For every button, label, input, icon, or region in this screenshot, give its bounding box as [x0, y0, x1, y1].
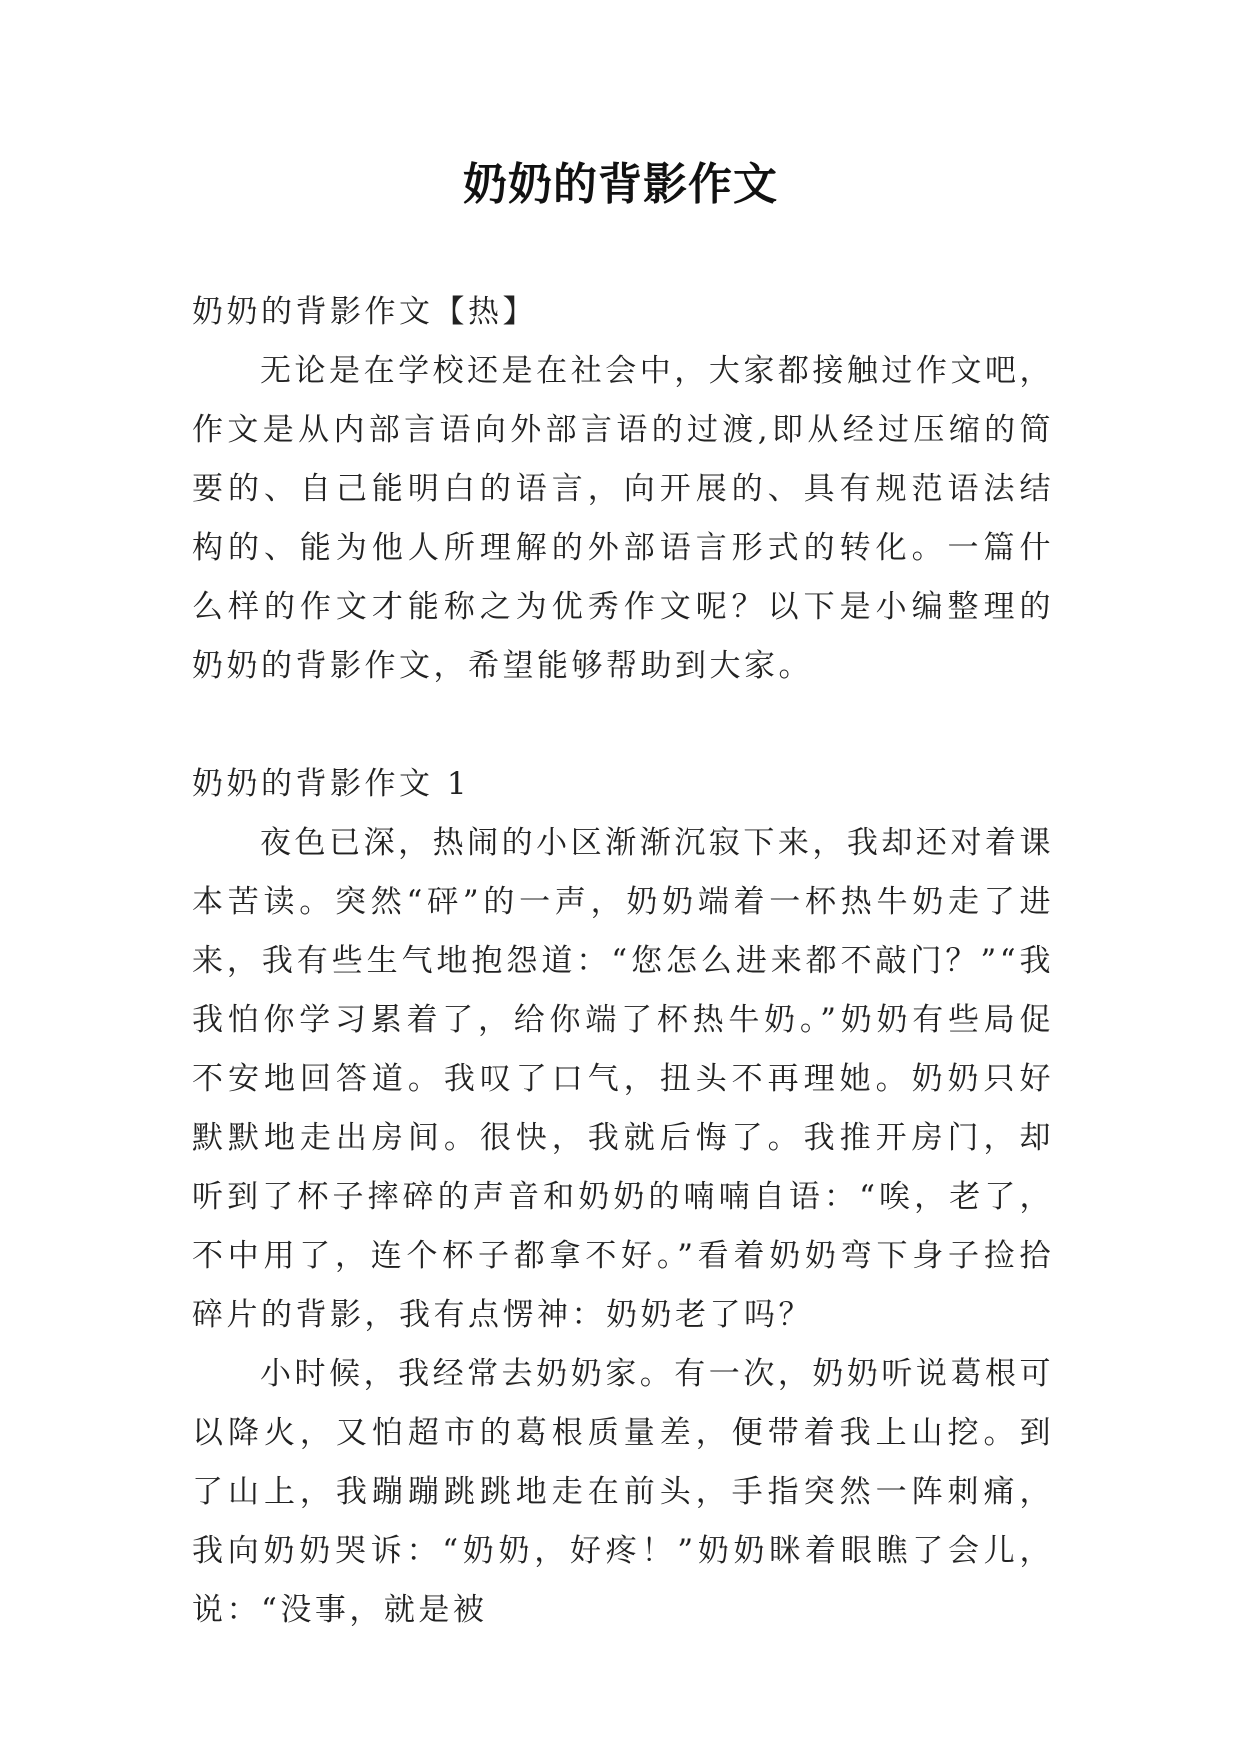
- document-title: 奶奶的背影作文: [463, 159, 778, 210]
- story-paragraph: 夜色已深，热闹的小区渐渐沉寂下来，我却还对着课本苦读。突然“砰”的一声，奶奶端着一杯热牛奶走了进来，我有些生气地抱怨道：“您怎么进来都不敲门？”“我我怕你学习累着了，给你端了杯热牛奶。”奶奶有些局促不安地回答道。我叹了口气，扭头不再理她。奶奶只好默默地走出房间。很快，我就后悔了。我推开房门，却听到了杯子摔碎的声音和奶奶的喃喃自语：“唉，老了，不中用了，连个杯子都拿不好。”看着奶奶弯下身子捡拾碎片的背影，我有点愣神：奶奶老了吗？: [192, 825, 1054, 1333]
- intro-paragraph: 无论是在学校还是在社会中，大家都接触过作文吧，作文是从内部言语向外部言语的过渡,即从经过压缩的简要的、自己能明白的语言，向开展的、具有规范语法结构的、能为他人所理解的外部语言形式的转化。一篇什么样的作文才能称之为优秀作文呢？以下是小编整理的奶奶的背影作文，希望能够帮助到大家。: [192, 353, 1054, 684]
- document-body: [192, 283, 1054, 1640]
- section-spacer: [192, 696, 1054, 755]
- intro-heading: 奶奶的背影作文【热】: [192, 294, 537, 330]
- story-paragraph: 小时候，我经常去奶奶家。有一次，奶奶听说葛根可以降火，又怕超市的葛根质量差，便带着我上山挖。到了山上，我蹦蹦跳跳地走在前头，手指突然一阵刺痛，我向奶奶哭诉：“奶奶，好疼！”奶奶眯着眼瞧了会儿，说：“没事，就是被: [192, 1356, 1054, 1628]
- section-heading: 奶奶的背影作文 1: [192, 766, 471, 802]
